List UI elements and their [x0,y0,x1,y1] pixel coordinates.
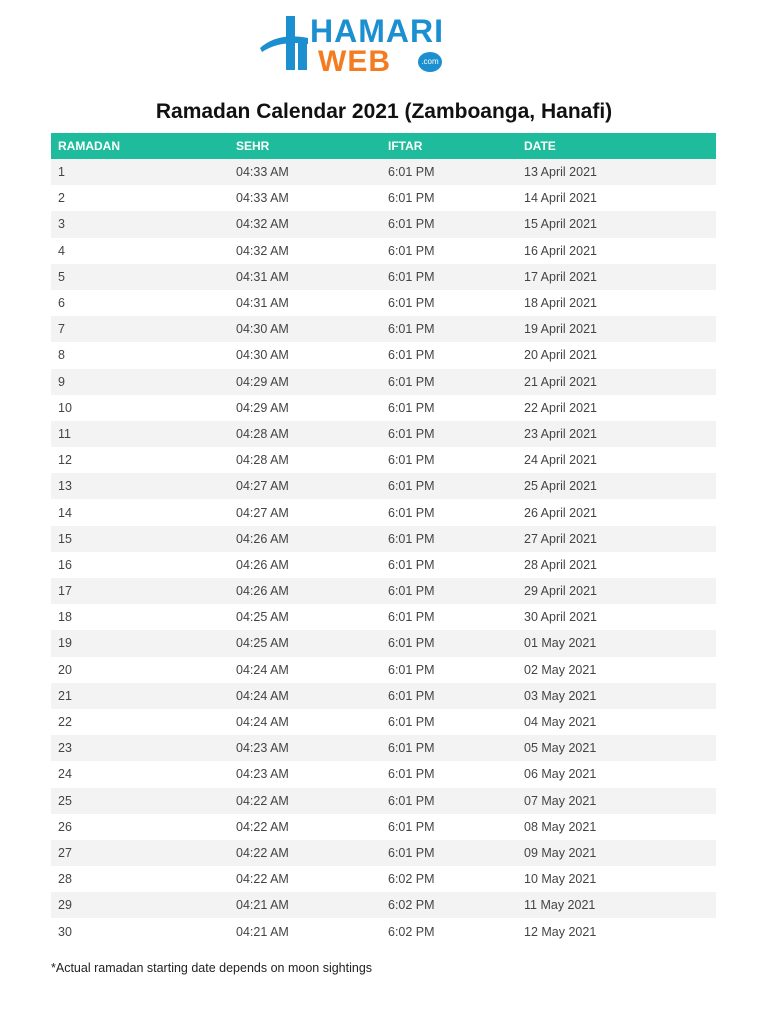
cell-sehr-time: 04:22 AM [229,866,381,892]
cell-sehr-time: 04:23 AM [229,735,381,761]
cell-date: 05 May 2021 [517,735,716,761]
cell-sehr-time: 04:30 AM [229,316,381,342]
cell-iftar-time: 6:02 PM [381,866,517,892]
cell-sehr-time: 04:28 AM [229,421,381,447]
footnote: *Actual ramadan starting date depends on moon sightings [51,961,373,975]
cell-ramadan-day: 26 [51,814,229,840]
cell-sehr-time: 04:24 AM [229,657,381,683]
cell-ramadan-day: 20 [51,657,229,683]
table-row [51,578,716,604]
cell-date: 27 April 2021 [517,526,716,552]
table-row [51,290,716,316]
cell-date: 28 April 2021 [517,552,716,578]
cell-date: 01 May 2021 [517,630,716,656]
cell-sehr-time: 04:23 AM [229,761,381,787]
table-row [51,552,716,578]
cell-ramadan-day: 29 [51,892,229,918]
cell-ramadan-day: 19 [51,630,229,656]
cell-sehr-time: 04:25 AM [229,630,381,656]
ramadan-calendar-table [51,133,716,945]
cell-ramadan-day: 23 [51,735,229,761]
column-header-iftar: IFTAR [381,133,517,159]
cell-ramadan-day: 15 [51,526,229,552]
cell-date: 03 May 2021 [517,683,716,709]
cell-ramadan-day: 30 [51,918,229,944]
cell-date: 30 April 2021 [517,604,716,630]
cell-iftar-time: 6:01 PM [381,395,517,421]
cell-iftar-time: 6:01 PM [381,211,517,237]
cell-iftar-time: 6:01 PM [381,238,517,264]
cell-ramadan-day: 14 [51,499,229,525]
cell-sehr-time: 04:27 AM [229,499,381,525]
cell-sehr-time: 04:24 AM [229,709,381,735]
cell-ramadan-day: 17 [51,578,229,604]
cell-ramadan-day: 8 [51,342,229,368]
cell-sehr-time: 04:27 AM [229,473,381,499]
cell-ramadan-day: 27 [51,840,229,866]
cell-iftar-time: 6:01 PM [381,657,517,683]
table-row [51,657,716,683]
table-row [51,866,716,892]
table-row [51,761,716,787]
cell-iftar-time: 6:01 PM [381,761,517,787]
cell-iftar-time: 6:01 PM [381,264,517,290]
cell-iftar-time: 6:01 PM [381,290,517,316]
table-row [51,211,716,237]
cell-date: 08 May 2021 [517,814,716,840]
table-row [51,473,716,499]
cell-ramadan-day: 10 [51,395,229,421]
cell-date: 29 April 2021 [517,578,716,604]
cell-date: 23 April 2021 [517,421,716,447]
cell-sehr-time: 04:31 AM [229,290,381,316]
cell-date: 09 May 2021 [517,840,716,866]
cell-iftar-time: 6:01 PM [381,578,517,604]
cell-sehr-time: 04:30 AM [229,342,381,368]
cell-iftar-time: 6:01 PM [381,447,517,473]
table-row [51,264,716,290]
table-row [51,788,716,814]
cell-iftar-time: 6:01 PM [381,840,517,866]
column-header-date: DATE [517,133,716,159]
cell-ramadan-day: 21 [51,683,229,709]
cell-date: 21 April 2021 [517,369,716,395]
table-row [51,735,716,761]
table-row [51,395,716,421]
cell-sehr-time: 04:32 AM [229,238,381,264]
cell-iftar-time: 6:02 PM [381,918,517,944]
cell-ramadan-day: 25 [51,788,229,814]
table-row [51,814,716,840]
cell-sehr-time: 04:22 AM [229,840,381,866]
cell-ramadan-day: 16 [51,552,229,578]
table-row [51,238,716,264]
cell-iftar-time: 6:02 PM [381,892,517,918]
cell-sehr-time: 04:31 AM [229,264,381,290]
page-title: Ramadan Calendar 2021 (Zamboanga, Hanafi) [155,100,613,123]
table-row [51,683,716,709]
cell-date: 18 April 2021 [517,290,716,316]
table-row [51,421,716,447]
cell-sehr-time: 04:24 AM [229,683,381,709]
cell-sehr-time: 04:32 AM [229,211,381,237]
cell-ramadan-day: 13 [51,473,229,499]
cell-date: 15 April 2021 [517,211,716,237]
table-row [51,526,716,552]
cell-ramadan-day: 12 [51,447,229,473]
cell-iftar-time: 6:01 PM [381,683,517,709]
cell-iftar-time: 6:01 PM [381,604,517,630]
cell-sehr-time: 04:26 AM [229,578,381,604]
cell-date: 22 April 2021 [517,395,716,421]
cell-sehr-time: 04:21 AM [229,892,381,918]
table-row [51,159,716,185]
cell-sehr-time: 04:25 AM [229,604,381,630]
cell-sehr-time: 04:22 AM [229,814,381,840]
logo-dotcom-badge: .com [418,52,442,72]
cell-iftar-time: 6:01 PM [381,552,517,578]
table-row [51,369,716,395]
cell-iftar-time: 6:01 PM [381,788,517,814]
cell-ramadan-day: 18 [51,604,229,630]
cell-sehr-time: 04:22 AM [229,788,381,814]
cell-date: 25 April 2021 [517,473,716,499]
cell-iftar-time: 6:01 PM [381,473,517,499]
cell-sehr-time: 04:28 AM [229,447,381,473]
cell-sehr-time: 04:33 AM [229,159,381,185]
table-row [51,918,716,944]
cell-ramadan-day: 28 [51,866,229,892]
cell-ramadan-day: 5 [51,264,229,290]
cell-date: 12 May 2021 [517,918,716,944]
cell-sehr-time: 04:33 AM [229,185,381,211]
cell-ramadan-day: 11 [51,421,229,447]
cell-date: 07 May 2021 [517,788,716,814]
cell-date: 26 April 2021 [517,499,716,525]
cell-ramadan-day: 2 [51,185,229,211]
cell-sehr-time: 04:26 AM [229,552,381,578]
cell-date: 06 May 2021 [517,761,716,787]
logo-text-hamari: HAMARI [310,13,444,49]
cell-sehr-time: 04:29 AM [229,395,381,421]
cell-sehr-time: 04:21 AM [229,918,381,944]
table-row [51,709,716,735]
hamariweb-logo [258,12,448,78]
cell-ramadan-day: 6 [51,290,229,316]
cell-date: 20 April 2021 [517,342,716,368]
cell-date: 02 May 2021 [517,657,716,683]
cell-ramadan-day: 22 [51,709,229,735]
table-row [51,499,716,525]
cell-date: 24 April 2021 [517,447,716,473]
cell-iftar-time: 6:01 PM [381,159,517,185]
cell-iftar-time: 6:01 PM [381,814,517,840]
cell-iftar-time: 6:01 PM [381,421,517,447]
cell-date: 10 May 2021 [517,866,716,892]
table-row [51,630,716,656]
cell-date: 17 April 2021 [517,264,716,290]
table-row [51,604,716,630]
table-row [51,316,716,342]
table-header-row [51,133,716,159]
cell-iftar-time: 6:01 PM [381,499,517,525]
table-row [51,185,716,211]
cell-ramadan-day: 3 [51,211,229,237]
cell-sehr-time: 04:29 AM [229,369,381,395]
cell-iftar-time: 6:01 PM [381,342,517,368]
cell-date: 19 April 2021 [517,316,716,342]
table-row [51,342,716,368]
cell-date: 16 April 2021 [517,238,716,264]
cell-date: 04 May 2021 [517,709,716,735]
logo-text-web: WEB [318,45,391,78]
table-row [51,892,716,918]
cell-iftar-time: 6:01 PM [381,185,517,211]
cell-ramadan-day: 24 [51,761,229,787]
column-header-sehr: SEHR [229,133,381,159]
cell-iftar-time: 6:01 PM [381,630,517,656]
table-row [51,447,716,473]
cell-iftar-time: 6:01 PM [381,316,517,342]
cell-iftar-time: 6:01 PM [381,735,517,761]
cell-date: 14 April 2021 [517,185,716,211]
column-header-ramadan: RAMADAN [51,133,229,159]
cell-iftar-time: 6:01 PM [381,369,517,395]
cell-ramadan-day: 7 [51,316,229,342]
cell-ramadan-day: 9 [51,369,229,395]
cell-ramadan-day: 4 [51,238,229,264]
cell-date: 13 April 2021 [517,159,716,185]
cell-sehr-time: 04:26 AM [229,526,381,552]
cell-iftar-time: 6:01 PM [381,709,517,735]
cell-date: 11 May 2021 [517,892,716,918]
cell-ramadan-day: 1 [51,159,229,185]
cell-iftar-time: 6:01 PM [381,526,517,552]
table-row [51,840,716,866]
house-h-icon [258,12,318,74]
